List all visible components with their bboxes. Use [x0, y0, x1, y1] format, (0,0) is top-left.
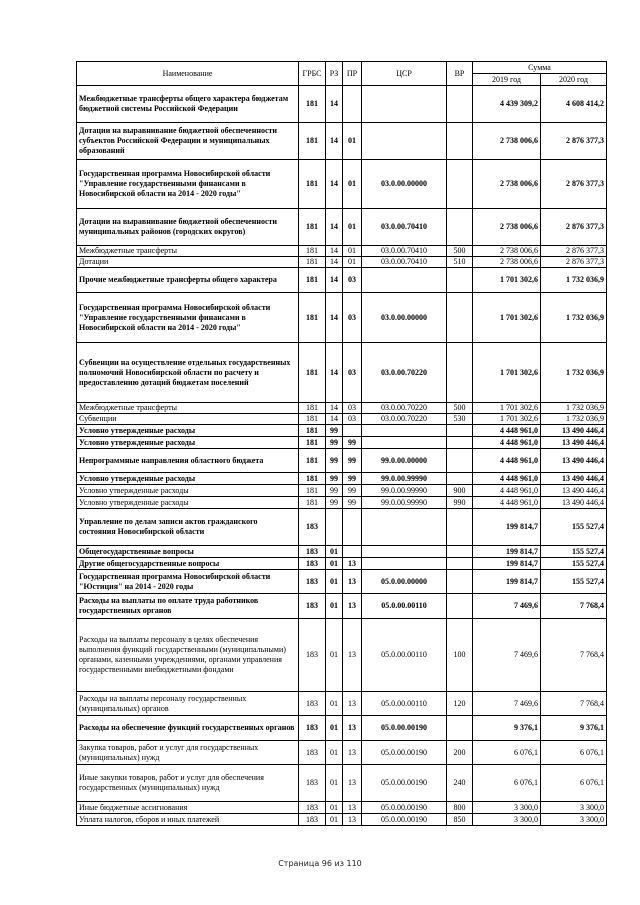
- row-name: Уплата налогов, сборов и иных платежей: [77, 814, 299, 826]
- row-pr: 03: [343, 403, 362, 414]
- row-2019: 4 448 961,0: [473, 473, 541, 485]
- row-pr: 01: [343, 160, 362, 209]
- row-rz: 14: [326, 257, 343, 268]
- table-row: [77, 716, 607, 741]
- row-csr: 05.0.00.00110: [362, 594, 447, 619]
- row-rz: 14: [326, 86, 343, 123]
- row-name: Прочие межбюджетные трансферты общего характера: [77, 268, 299, 293]
- row-rz: 01: [326, 741, 343, 765]
- row-vr: 100: [447, 619, 473, 692]
- row-csr: 05.0.00.00190: [362, 802, 447, 814]
- row-grbs: 183: [299, 765, 326, 802]
- header-csr: ЦСР: [362, 62, 447, 86]
- table-row: [77, 619, 607, 692]
- row-csr: [362, 268, 447, 293]
- row-vr: 990: [447, 497, 473, 509]
- row-pr: 01: [343, 257, 362, 268]
- table-row: [77, 343, 607, 403]
- table-row: [77, 86, 607, 123]
- row-2020: 4 608 414,2: [541, 86, 607, 123]
- row-2019: 1 701 302,6: [473, 268, 541, 293]
- row-2020: 7 768,4: [541, 619, 607, 692]
- row-grbs: 183: [299, 546, 326, 558]
- table-row: [77, 473, 607, 485]
- row-vr: [447, 209, 473, 246]
- row-2020: 13 490 446,4: [541, 473, 607, 485]
- row-pr: 03: [343, 293, 362, 343]
- row-2020: 2 876 377,3: [541, 160, 607, 209]
- row-2019: 2 738 006,6: [473, 160, 541, 209]
- row-name: Иные бюджетные ассигнования: [77, 802, 299, 814]
- row-grbs: 181: [299, 86, 326, 123]
- row-2020: 2 876 377,3: [541, 123, 607, 160]
- row-rz: 14: [326, 209, 343, 246]
- row-2020: 2 876 377,3: [541, 257, 607, 268]
- row-pr: [343, 546, 362, 558]
- table-row: [77, 403, 607, 414]
- row-pr: 13: [343, 802, 362, 814]
- row-csr: [362, 123, 447, 160]
- row-2019: 4 439 309,2: [473, 86, 541, 123]
- table-row: [77, 437, 607, 449]
- row-csr: 03.0.00.70220: [362, 414, 447, 425]
- row-pr: 01: [343, 123, 362, 160]
- row-rz: 99: [326, 485, 343, 497]
- row-pr: 99: [343, 437, 362, 449]
- table-row: [77, 741, 607, 765]
- row-2020: 155 527,4: [541, 570, 607, 594]
- row-csr: 05.0.00.00110: [362, 619, 447, 692]
- row-2019: 7 469,6: [473, 594, 541, 619]
- row-csr: 05.0.00.00190: [362, 814, 447, 826]
- row-csr: [362, 509, 447, 546]
- row-name: Расходы на выплаты персоналу государственных (муниципальных) органов: [77, 692, 299, 716]
- table-row: [77, 814, 607, 826]
- row-2019: 199 814,7: [473, 558, 541, 570]
- row-2020: 1 732 036,9: [541, 293, 607, 343]
- row-name: Дотации на выравнивание бюджетной обеспеченности муниципальных районов (городских округов): [77, 209, 299, 246]
- row-2020: 1 732 036,9: [541, 268, 607, 293]
- row-csr: [362, 86, 447, 123]
- row-rz: 99: [326, 497, 343, 509]
- row-name: Непрограммные направления областного бюджета: [77, 449, 299, 473]
- row-rz: 14: [326, 246, 343, 257]
- row-2019: 1 701 302,6: [473, 414, 541, 425]
- row-rz: 01: [326, 765, 343, 802]
- table-body: [77, 86, 607, 826]
- row-csr: 05.0.00.00110: [362, 692, 447, 716]
- row-csr: 03.0.00.70410: [362, 257, 447, 268]
- row-name: Государственная программа Новосибирской области "Юстиция" на 2014 - 2020 годы: [77, 570, 299, 594]
- row-2019: 1 701 302,6: [473, 293, 541, 343]
- row-grbs: 181: [299, 497, 326, 509]
- row-pr: [343, 86, 362, 123]
- header-vr: ВР: [447, 62, 473, 86]
- row-2019: 199 814,7: [473, 546, 541, 558]
- table-row: [77, 497, 607, 509]
- table-row: [77, 485, 607, 497]
- row-2020: 155 527,4: [541, 558, 607, 570]
- row-rz: 99: [326, 449, 343, 473]
- row-grbs: 181: [299, 160, 326, 209]
- row-2020: 9 376,1: [541, 716, 607, 741]
- row-pr: 13: [343, 716, 362, 741]
- row-2019: 4 448 961,0: [473, 449, 541, 473]
- row-pr: 03: [343, 268, 362, 293]
- row-rz: 14: [326, 343, 343, 403]
- row-grbs: 181: [299, 268, 326, 293]
- row-rz: 01: [326, 558, 343, 570]
- row-2020: 155 527,4: [541, 546, 607, 558]
- row-name: Расходы на выплаты персоналу в целях обеспечения выполнения функций государственными (муниципальными) органами, казенными учреждениями, органами управления государственными внебюджетными фондами: [77, 619, 299, 692]
- row-rz: 99: [326, 473, 343, 485]
- row-csr: 03.0.00.00000: [362, 293, 447, 343]
- row-2020: 3 300,0: [541, 814, 607, 826]
- row-name: Условно утвержденные расходы: [77, 425, 299, 437]
- row-2019: 9 376,1: [473, 716, 541, 741]
- row-vr: [447, 558, 473, 570]
- header-name: Наименование: [77, 62, 299, 86]
- row-grbs: 181: [299, 209, 326, 246]
- row-pr: [343, 425, 362, 437]
- row-vr: [447, 425, 473, 437]
- row-rz: 14: [326, 403, 343, 414]
- row-2020: 1 732 036,9: [541, 343, 607, 403]
- row-name: Дотации: [77, 257, 299, 268]
- row-vr: 500: [447, 246, 473, 257]
- row-vr: [447, 268, 473, 293]
- row-grbs: 181: [299, 473, 326, 485]
- row-vr: 850: [447, 814, 473, 826]
- row-pr: 01: [343, 246, 362, 257]
- row-grbs: 183: [299, 509, 326, 546]
- header-2019: 2019 год: [473, 74, 541, 86]
- row-vr: [447, 546, 473, 558]
- row-csr: [362, 425, 447, 437]
- row-pr: 13: [343, 692, 362, 716]
- table-row: [77, 802, 607, 814]
- row-vr: 510: [447, 257, 473, 268]
- row-vr: [447, 160, 473, 209]
- row-name: Дотации на выравнивание бюджетной обеспеченности субъектов Российской Федерации и муниципальных образований: [77, 123, 299, 160]
- table-row: [77, 160, 607, 209]
- row-name: Межбюджетные трансферты: [77, 403, 299, 414]
- row-2019: 4 448 961,0: [473, 437, 541, 449]
- row-2019: 4 448 961,0: [473, 425, 541, 437]
- row-csr: 03.0.00.70410: [362, 209, 447, 246]
- row-csr: 03.0.00.00000: [362, 160, 447, 209]
- row-2020: 3 300,0: [541, 802, 607, 814]
- row-2020: 6 076,1: [541, 765, 607, 802]
- row-rz: 14: [326, 293, 343, 343]
- row-rz: 14: [326, 414, 343, 425]
- header-pr: ПР: [343, 62, 362, 86]
- row-vr: [447, 509, 473, 546]
- row-vr: 530: [447, 414, 473, 425]
- row-2019: 7 469,6: [473, 619, 541, 692]
- row-pr: 03: [343, 343, 362, 403]
- row-name: Межбюджетные трансферты: [77, 246, 299, 257]
- row-csr: 99.0.00.99990: [362, 473, 447, 485]
- table-row: [77, 570, 607, 594]
- table-row: [77, 414, 607, 425]
- row-grbs: 183: [299, 814, 326, 826]
- row-pr: 99: [343, 497, 362, 509]
- row-name: Расходы на обеспечение функций государственных органов: [77, 716, 299, 741]
- row-2019: 2 738 006,6: [473, 246, 541, 257]
- row-2020: 7 768,4: [541, 692, 607, 716]
- row-grbs: 181: [299, 293, 326, 343]
- row-grbs: 181: [299, 123, 326, 160]
- row-rz: 99: [326, 437, 343, 449]
- row-vr: [447, 594, 473, 619]
- table-row: [77, 449, 607, 473]
- row-name: Закупка товаров, работ и услуг для государственных (муниципальных) нужд: [77, 741, 299, 765]
- row-rz: 99: [326, 425, 343, 437]
- row-name: Условно утвержденные расходы: [77, 473, 299, 485]
- row-csr: 99.0.00.00000: [362, 449, 447, 473]
- row-vr: 500: [447, 403, 473, 414]
- row-rz: 01: [326, 570, 343, 594]
- row-name: Субвенции на осуществление отдельных государственных полномочий Новосибирской области по расчету и предоставлению дотаций бюджетам поселений: [77, 343, 299, 403]
- row-pr: 13: [343, 765, 362, 802]
- row-2019: 1 701 302,6: [473, 343, 541, 403]
- row-grbs: 181: [299, 485, 326, 497]
- row-rz: [326, 509, 343, 546]
- row-2020: 13 490 446,4: [541, 497, 607, 509]
- row-rz: 14: [326, 123, 343, 160]
- row-pr: 99: [343, 485, 362, 497]
- row-name: Другие общегосударственные вопросы: [77, 558, 299, 570]
- table-row: [77, 765, 607, 802]
- row-rz: 01: [326, 619, 343, 692]
- row-vr: [447, 123, 473, 160]
- row-2019: 4 448 961,0: [473, 497, 541, 509]
- table-row: [77, 425, 607, 437]
- row-grbs: 181: [299, 425, 326, 437]
- table-row: [77, 546, 607, 558]
- row-pr: 03: [343, 414, 362, 425]
- row-name: Государственная программа Новосибирской области "Управление государственными финансами в Новосибирской области на 2014 - 2020 годы": [77, 293, 299, 343]
- row-2019: 2 738 006,6: [473, 209, 541, 246]
- row-grbs: 183: [299, 570, 326, 594]
- row-pr: 13: [343, 814, 362, 826]
- row-csr: 03.0.00.70220: [362, 403, 447, 414]
- table-row: [77, 123, 607, 160]
- row-2019: 4 448 961,0: [473, 485, 541, 497]
- row-vr: [447, 293, 473, 343]
- row-name: Условно утвержденные расходы: [77, 497, 299, 509]
- row-2020: 155 527,4: [541, 509, 607, 546]
- header-2020: 2020 год: [541, 74, 607, 86]
- row-2020: 13 490 446,4: [541, 449, 607, 473]
- table-row: [77, 509, 607, 546]
- row-csr: 03.0.00.70220: [362, 343, 447, 403]
- row-2020: 6 076,1: [541, 741, 607, 765]
- row-2019: 199 814,7: [473, 509, 541, 546]
- row-rz: 01: [326, 594, 343, 619]
- row-grbs: 181: [299, 403, 326, 414]
- row-2019: 7 469,6: [473, 692, 541, 716]
- row-name: Субвенции: [77, 414, 299, 425]
- row-vr: [447, 716, 473, 741]
- row-pr: 13: [343, 619, 362, 692]
- row-rz: 01: [326, 692, 343, 716]
- row-pr: 13: [343, 741, 362, 765]
- row-name: Иные закупки товаров, работ и услуг для обеспечения государственных (муниципальных) нужд: [77, 765, 299, 802]
- row-grbs: 183: [299, 558, 326, 570]
- row-2020: 13 490 446,4: [541, 437, 607, 449]
- table-row: [77, 246, 607, 257]
- row-csr: 05.0.00.00000: [362, 570, 447, 594]
- row-grbs: 183: [299, 692, 326, 716]
- row-name: Государственная программа Новосибирской области "Управление государственными финансами в Новосибирской области на 2014 - 2020 годы": [77, 160, 299, 209]
- row-grbs: 181: [299, 449, 326, 473]
- header-rz: РЗ: [326, 62, 343, 86]
- row-2019: 3 300,0: [473, 802, 541, 814]
- row-grbs: 181: [299, 257, 326, 268]
- row-2019: 2 738 006,6: [473, 123, 541, 160]
- row-csr: 99.0.00.99990: [362, 497, 447, 509]
- row-2020: 2 876 377,3: [541, 209, 607, 246]
- row-grbs: 181: [299, 414, 326, 425]
- row-2019: 6 076,1: [473, 765, 541, 802]
- row-csr: [362, 558, 447, 570]
- budget-table: [76, 61, 607, 826]
- table-row: [77, 257, 607, 268]
- row-csr: 05.0.00.00190: [362, 716, 447, 741]
- row-grbs: 183: [299, 802, 326, 814]
- table-row: [77, 293, 607, 343]
- row-pr: 01: [343, 209, 362, 246]
- row-2020: 2 876 377,3: [541, 246, 607, 257]
- row-2019: 2 738 006,6: [473, 257, 541, 268]
- row-vr: [447, 343, 473, 403]
- row-rz: 01: [326, 716, 343, 741]
- table-row: [77, 594, 607, 619]
- row-vr: [447, 449, 473, 473]
- row-name: Межбюджетные трансферты общего характера бюджетам бюджетной системы Российской Федерации: [77, 86, 299, 123]
- row-rz: 14: [326, 268, 343, 293]
- row-2019: 199 814,7: [473, 570, 541, 594]
- row-vr: 900: [447, 485, 473, 497]
- row-2020: 13 490 446,4: [541, 485, 607, 497]
- row-pr: 99: [343, 449, 362, 473]
- row-2020: 7 768,4: [541, 594, 607, 619]
- row-grbs: 183: [299, 619, 326, 692]
- row-vr: 240: [447, 765, 473, 802]
- row-pr: 13: [343, 558, 362, 570]
- page-number: Страница 96 из 110: [278, 859, 362, 868]
- row-grbs: 183: [299, 594, 326, 619]
- row-rz: 14: [326, 160, 343, 209]
- row-pr: [343, 509, 362, 546]
- row-vr: 120: [447, 692, 473, 716]
- row-name: Расходы на выплаты по оплате труда работников государственных органов: [77, 594, 299, 619]
- row-rz: 01: [326, 802, 343, 814]
- row-2020: 13 490 446,4: [541, 425, 607, 437]
- row-name: Условно утвержденные расходы: [77, 485, 299, 497]
- row-name: Общегосударственные вопросы: [77, 546, 299, 558]
- row-csr: 99.0.00.99990: [362, 485, 447, 497]
- row-grbs: 181: [299, 246, 326, 257]
- row-grbs: 181: [299, 437, 326, 449]
- row-2019: 3 300,0: [473, 814, 541, 826]
- row-csr: [362, 437, 447, 449]
- row-2020: 1 732 036,9: [541, 403, 607, 414]
- row-vr: [447, 437, 473, 449]
- row-2019: 6 076,1: [473, 741, 541, 765]
- row-name: Условно утвержденные расходы: [77, 437, 299, 449]
- row-name: Управление по делам записи актов гражданского состояния Новосибирской области: [77, 509, 299, 546]
- row-vr: 200: [447, 741, 473, 765]
- row-csr: [362, 546, 447, 558]
- table-row: [77, 209, 607, 246]
- row-vr: [447, 570, 473, 594]
- row-csr: 05.0.00.00190: [362, 765, 447, 802]
- row-vr: [447, 473, 473, 485]
- row-grbs: 183: [299, 741, 326, 765]
- row-rz: 01: [326, 814, 343, 826]
- table-row: [77, 268, 607, 293]
- header-sum: Сумма: [473, 62, 607, 74]
- row-pr: 13: [343, 570, 362, 594]
- table-row: [77, 558, 607, 570]
- row-vr: 800: [447, 802, 473, 814]
- row-rz: 01: [326, 546, 343, 558]
- row-grbs: 181: [299, 343, 326, 403]
- row-pr: 13: [343, 594, 362, 619]
- row-2020: 1 732 036,9: [541, 414, 607, 425]
- row-csr: 05.0.00.00190: [362, 741, 447, 765]
- row-pr: 99: [343, 473, 362, 485]
- table-row: [77, 692, 607, 716]
- row-grbs: 183: [299, 716, 326, 741]
- row-csr: 03.0.00.70410: [362, 246, 447, 257]
- header-grbs: ГРБС: [299, 62, 326, 86]
- row-2019: 1 701 302,6: [473, 403, 541, 414]
- row-vr: [447, 86, 473, 123]
